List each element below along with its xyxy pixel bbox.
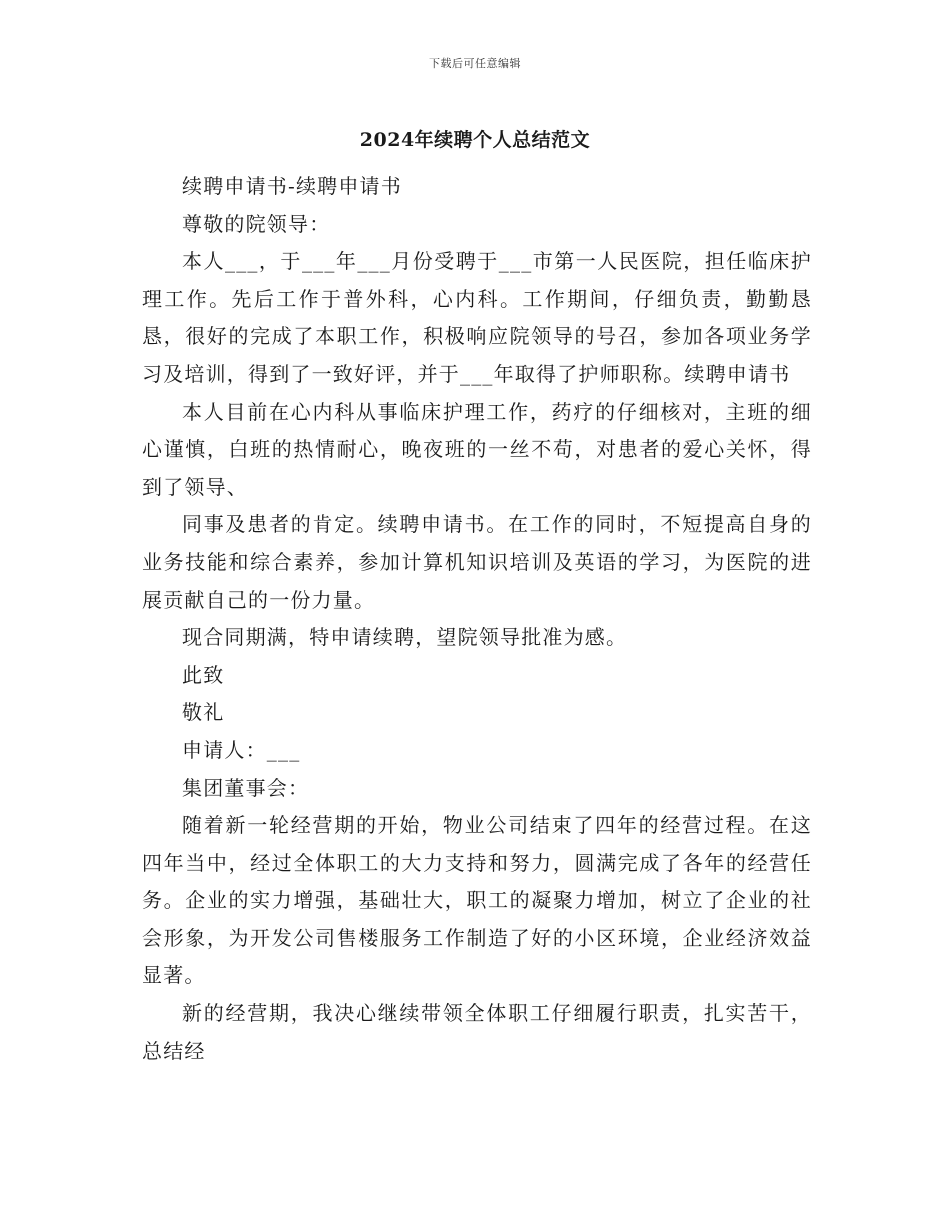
paragraph-closing-2: 敬礼 <box>182 700 225 725</box>
paragraph-intro: 本人___，于___年___月份受聘于___市第一人民医院，担任临床护理工作。先后工作于普外科，心内科。工作期间，仔细负责，勤勤恳恳，很好的完成了本职工作，积极响应院领导的号召，参加各项业务学习及培训，得到了一致好评，并于___年取得了护师职称。续聘申请书 <box>142 249 812 386</box>
paragraph-company-review: 随着新一轮经营期的开始，物业公司结束了四年的经营过程。在这四年当中，经过全体职工的大力支持和努力，圆满完成了各年的经营任务。企业的实力增强，基础壮大，职工的凝聚力增加，树立了企业的社会形象，为开发公司售楼服务工作制造了好的小区环境，企业经济效益显著。 <box>142 813 812 988</box>
paragraph-new-period: 新的经营期，我决心继续带领全体职工仔细履行职责，扎实苦干，总结经 <box>142 1001 812 1063</box>
document-title: 2024年续聘个人总结范文 <box>359 129 591 151</box>
document-body <box>142 168 812 1070</box>
paragraph-current-work: 本人目前在心内科从事临床护理工作，药疗的仔细核对，主班的细心谨慎，白班的热情耐心，晚夜班的一丝不苟，对患者的爱心关怀，得到了领导、 <box>142 399 812 499</box>
paragraph-closing-1: 此致 <box>182 662 225 687</box>
paragraph-request: 现合同期满，特申请续聘，望院领导批准为感。 <box>182 625 628 650</box>
paragraph-applicant: 申请人：___ <box>182 737 301 762</box>
paragraph-salutation: 尊敬的院领导： <box>182 211 331 236</box>
paragraph-heading-line: 续聘申请书-续聘申请书 <box>182 174 402 198</box>
paragraph-board-salutation: 集团董事会： <box>182 775 310 800</box>
header-note: 下载后可任意编辑 <box>429 57 521 70</box>
paragraph-recognition: 同事及患者的肯定。续聘申请书。在工作的同时，不短提高自身的业务技能和综合素养，参加计算机知识培训及英语的学习，为医院的进展贡献自己的一份力量。 <box>142 512 812 612</box>
